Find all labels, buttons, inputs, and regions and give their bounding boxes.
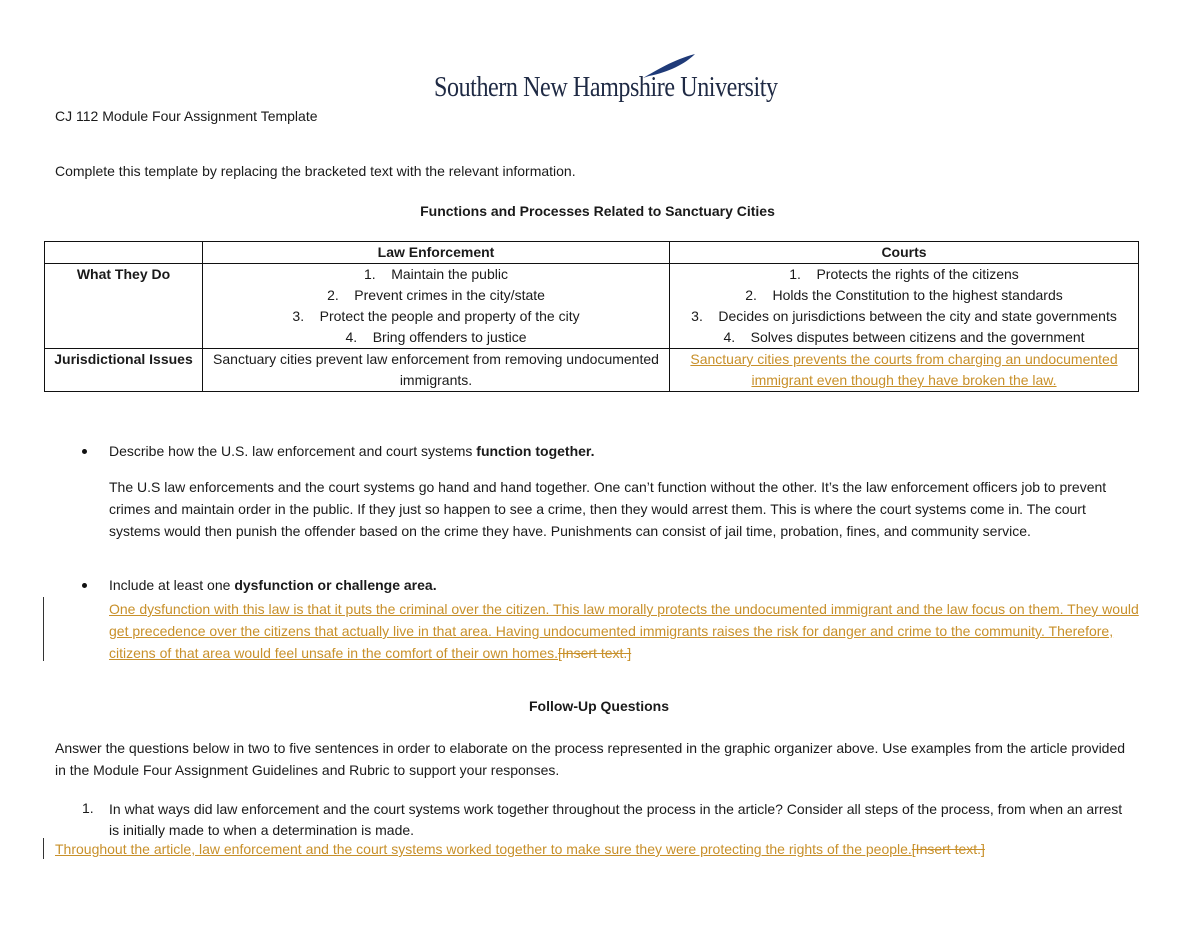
- tracked-insertion[interactable]: Sanctuary cities prevents the courts from charging an undocumented immigrant even though they have broken the law.: [690, 351, 1118, 388]
- followup-intro: Answer the questions below in two to five sentences in order to elaborate on the process represented in the graphic organizer above. Use examples from the article provided in the Module Four Assignment Guidelines and Rubric to support your responses.: [55, 740, 1126, 778]
- list-item: 2. Holds the Constitution to the highest standards: [745, 287, 1063, 303]
- list-item: 1. Maintain the public: [364, 266, 508, 282]
- list-item: 3. Protect the people and property of the city: [292, 308, 580, 324]
- logo-text: Southern New Hampshire University: [434, 72, 778, 103]
- table-header-row: [45, 242, 1139, 264]
- courts-jurisdiction: [670, 349, 1139, 392]
- column-header-courts: Courts: [670, 242, 1139, 264]
- change-bar: [43, 597, 44, 661]
- bullet-answer-2: [109, 598, 1144, 664]
- instructions-text: Complete this template by replacing the bracketed text with the relevant information.: [55, 163, 576, 179]
- list-item: 2. Prevent crimes in the city/state: [327, 287, 545, 303]
- list-item: 4. Bring offenders to justice: [345, 329, 527, 345]
- list-item: 4. Solves disputes between citizens and the government: [723, 329, 1085, 345]
- law-enforcement-functions: [203, 264, 670, 349]
- column-header-law-enforcement: Law Enforcement: [203, 242, 670, 264]
- row-label-what-they-do: What They Do: [45, 264, 203, 349]
- bullet-icon: [82, 449, 87, 454]
- tracked-insertion[interactable]: Throughout the article, law enforcement and the court systems worked together to make sure they were protecting the rights of the people.: [55, 841, 912, 857]
- change-bar: [43, 838, 44, 859]
- document-title: CJ 112 Module Four Assignment Template: [55, 108, 318, 124]
- question-number: 1.: [82, 800, 94, 816]
- table-heading: Functions and Processes Related to Sanctuary Cities: [420, 203, 775, 219]
- tracked-insertion[interactable]: One dysfunction with this law is that it puts the criminal over the citizen. This law morally protects the undocumented immigrant and the law focus on them. They would get precedence over the citizens that actually live in that area. Having undocumented immigrants raises the risk for danger and crime to the community. Therefore, citizens of that area would feel unsafe in the comfort of their own homes.: [109, 601, 1139, 661]
- law-enforcement-jurisdiction: Sanctuary cities prevent law enforcement from removing undocumented immigrants.: [203, 349, 670, 392]
- answer-1: [55, 841, 1155, 857]
- bullet-icon: [82, 583, 87, 588]
- table-header-empty: [45, 242, 203, 264]
- tracked-deletion[interactable]: [Insert text.]: [558, 645, 632, 661]
- university-logo: [434, 52, 778, 104]
- courts-functions: [670, 264, 1139, 349]
- table-row-what-they-do: [45, 264, 1139, 349]
- row-label-jurisdictional-issues: Jurisdictional Issues: [45, 349, 203, 392]
- tracked-deletion[interactable]: [Insert text.]: [911, 841, 985, 857]
- bullet-prompt-1: Describe how the U.S. law enforcement and court systems function together.: [109, 443, 595, 459]
- list-item: 3. Decides on jurisdictions between the city and state governments: [691, 308, 1117, 324]
- list-item: 1. Protects the rights of the citizens: [789, 266, 1019, 282]
- question-1: In what ways did law enforcement and the court systems work together throughout the process in the article? Consider all steps of the process, from when an arrest is initially made to when a determination is made.: [109, 801, 1123, 838]
- followup-heading: Follow-Up Questions: [529, 698, 669, 714]
- table-row-jurisdictional-issues: [45, 349, 1139, 392]
- bullet-prompt-2: Include at least one dysfunction or challenge area.: [109, 577, 437, 593]
- bullet-answer-1: The U.S law enforcements and the court systems go hand and hand together. One can’t function without the other. It’s the law enforcement officers job to prevent crimes and maintain order in the public. If they just so happen to see a crime, then they would arrest them. This is where the court systems come in. The court systems would then punish the offender based on the crime they have. Punishments can consist of jail time, probation, fines, and community service.: [109, 479, 1107, 539]
- functions-table: [44, 241, 1139, 392]
